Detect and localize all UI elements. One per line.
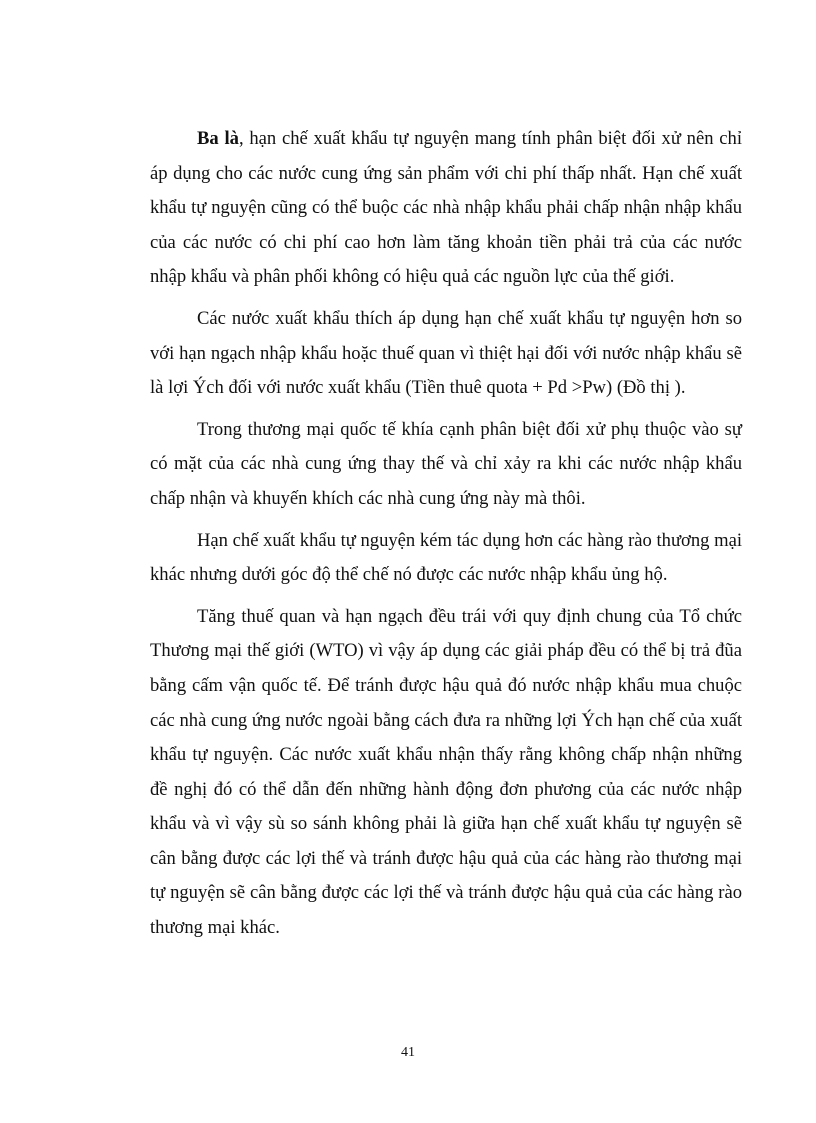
- paragraph-lead: Ba là: [197, 128, 239, 149]
- paragraph-3: Trong thương mại quốc tế khía cạnh phân biệt đối xử phụ thuộc vào sự có mặt của các nhà cung ứng thay thế và chỉ xảy ra khi các nước nhập khẩu chấp nhận và khuyến khích các nhà cung ứng này mà thôi.: [150, 418, 742, 509]
- paragraph-1: [150, 122, 742, 295]
- document-body: [150, 122, 742, 953]
- paragraph-5: Tăng thuế quan và hạn ngạch đều trái với quy định chung của Tổ chức Thương mại thế giới (WTO) vì vậy áp dụng các giải pháp đều có thể bị trả đũa bằng cấm vận quốc tế. Để tránh được hậu quả đó nước nhập khẩu mua chuộc các nhà cung ứng nước ngoài bằng cách đưa ra những lợi Ých hạn chế của xuất khẩu tự nguyện. Các nước xuất khẩu nhận thấy rằng không chấp nhận những đề nghị đó có thể dẫn đến những hành động đơn phương của các nước nhập khẩu và vì vậy sù so sánh không phải là giữa hạn chế xuất khẩu tự nguyện sẽ cân bằng được các lợi thế và tránh được hậu quả của các hàng rào thương mại tự nguyện sẽ cân bằng được các lợi thế và tránh được hậu quả của các hàng rào thương mại khác.: [150, 605, 742, 939]
- paragraph-text: , hạn chế xuất khẩu tự nguyện mang tính phân biệt đối xử nên chỉ áp dụng cho các nước cung ứng sản phẩm với chi phí thấp nhất. Hạn chế xuất khẩu tự nguyện cũng có thể buộc các nhà nhập khẩu phải chấp nhận nhập khẩu của các nước có chi phí cao hơn làm tăng khoản tiền phải trả của các nước nhập khẩu và phân phối không có hiệu quả các nguồn lực của thế giới.: [150, 128, 743, 288]
- paragraph-2: Các nước xuất khẩu thích áp dụng hạn chế xuất khẩu tự nguyện hơn so với hạn ngạch nhập khẩu hoặc thuế quan vì thiệt hại đối với nước nhập khẩu sẽ là lợi Ých đối với nước xuất khẩu (Tiền thuê quota + Pd >Pw) (Đồ thị ).: [150, 307, 742, 399]
- paragraph-4: Hạn chế xuất khẩu tự nguyện kém tác dụng hơn các hàng rào thương mại khác nhưng dưới góc độ thể chế nó được các nước nhập khẩu ủng hộ.: [150, 529, 742, 586]
- page-number: 41: [401, 1045, 415, 1060]
